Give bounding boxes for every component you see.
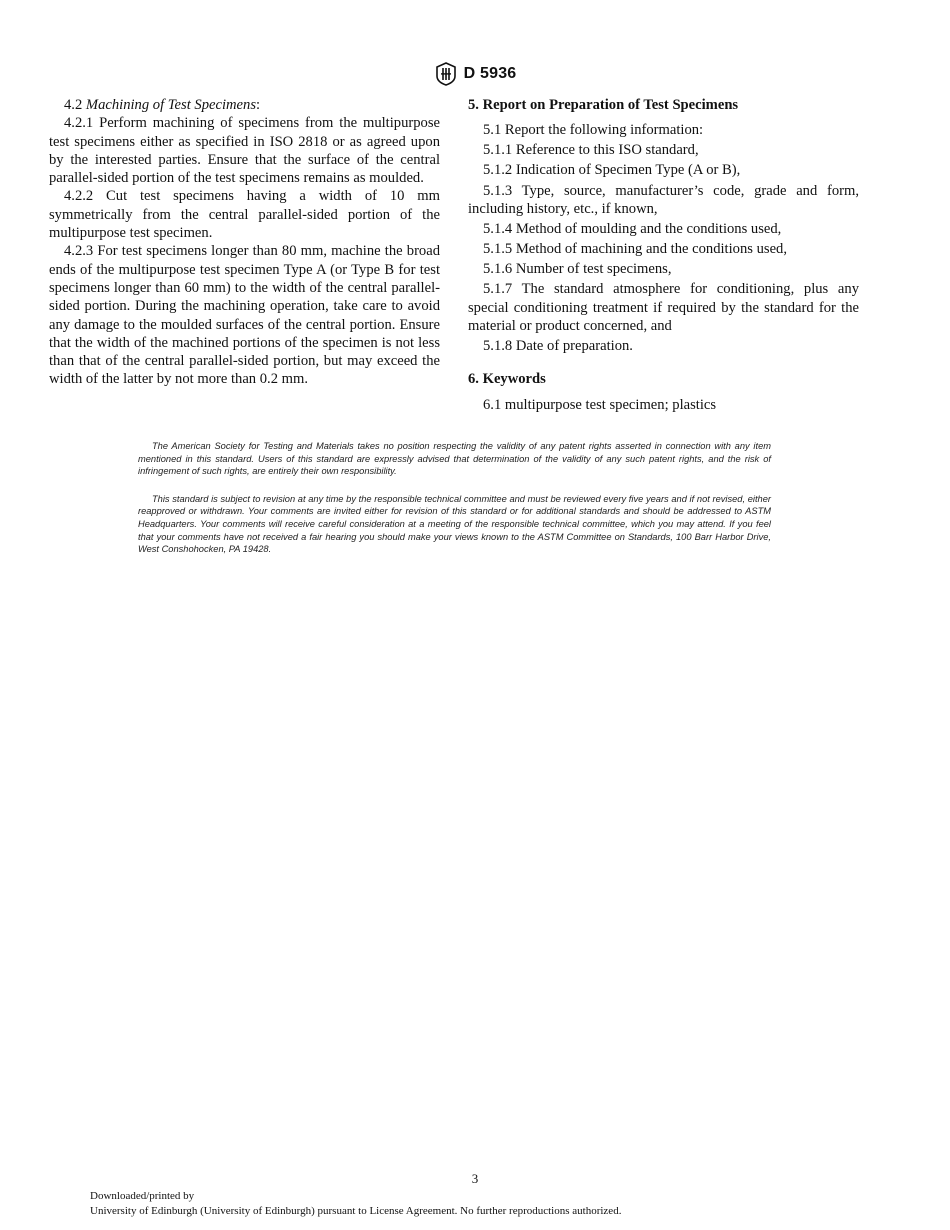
paragraph-4-2-1: 4.2.1 Perform machining of specimens from the multipurpose test specimens either as specified in ISO 2818 or as agreed upon by the interested parties. Ensure that the surface of the central parallel-sided portion of the test specimens remains as moulded. bbox=[49, 115, 440, 187]
left-column bbox=[49, 96, 440, 389]
page-header bbox=[0, 62, 950, 86]
patent-notice: The American Society for Testing and Materials takes no position respecting the validity of any patent rights asserted in connection with any item mentioned in this standard. Users of this standard are expressly advised that determination of the validity of any such patent rights, and the risk of infringement of such rights, are entirely their own responsibility. bbox=[138, 441, 771, 477]
list-item: 5.1.8 Date of preparation. bbox=[483, 337, 633, 354]
paragraph-4-2-2: 4.2.2 Cut test specimens having a width of 10 mm symmetrically from the central parallel-sided portion of the multipurpose test specimen. bbox=[49, 188, 440, 242]
list-item: 5.1.6 Number of test specimens, bbox=[483, 261, 672, 278]
right-column bbox=[468, 96, 859, 416]
footer-line: University of Edinburgh (University of Edinburgh) pursuant to License Agreement. No further reproductions authorized. bbox=[90, 1204, 622, 1217]
subsection-title: Machining of Test Specimens bbox=[85, 97, 257, 113]
paragraph-number: 4.2 bbox=[64, 97, 83, 113]
paragraph-4-2: 4.2 Machining of Test Specimens: bbox=[64, 97, 261, 113]
list-item: 5.1.1 Reference to this ISO standard, bbox=[483, 142, 699, 159]
standard-designation: D 5936 bbox=[463, 65, 517, 82]
revision-notice: This standard is subject to revision at any time by the responsible technical committee and must be reviewed every five years and if not revised, either reapproved or withdrawn. Your comments are invited either for revision of this standard or for additional standards and should be addressed to ASTM Headquarters. Your comments will receive careful consideration at a meeting of the responsible technical committee, which you may attend. If you feel that your comments have not received a fair hearing you should make your views known to the ASTM Committee on Standards, 100 Barr Harbor Drive, West Conshohocken, PA 19428. bbox=[138, 493, 771, 555]
download-footer bbox=[90, 1189, 621, 1218]
page-number: 3 bbox=[471, 1171, 479, 1186]
list-item: 5.1.5 Method of machining and the conditions used, bbox=[483, 241, 787, 258]
keywords-text: 6.1 multipurpose test specimen; plastics bbox=[483, 396, 717, 413]
list-item: 5.1.4 Method of moulding and the conditions used, bbox=[483, 220, 782, 237]
footer-line: Downloaded/printed by bbox=[90, 1190, 195, 1202]
legal-notes bbox=[138, 440, 771, 571]
paragraph-4-2-3: 4.2.3 For test specimens longer than 80 mm, machine the broad ends of the multipurpose test specimen Type A (or Type B for test specimens longer than 60 mm) to the width of the central parallel-sided portion. During the machining operation, take care to avoid any damage to the moulded surfaces of the central portion. Ensure that the width of the machined portions of the specimen is not less than that of the central parallel-sided portion, but may exceed the width of the latter by not more than 0.2 mm. bbox=[49, 243, 440, 388]
section-5-heading: 5. Report on Preparation of Test Specimens bbox=[468, 97, 739, 113]
list-item: 5.1.3 Type, source, manufacturer’s code, grade and form, including history, etc., if known, bbox=[468, 182, 859, 217]
list-item: 5.1.7 The standard atmosphere for conditioning, plus any special conditioning treatment if required by the standard for the material or product concerned, and bbox=[468, 281, 859, 334]
list-item: 5.1.2 Indication of Specimen Type (A or B), bbox=[483, 162, 741, 179]
astm-logo-icon bbox=[434, 62, 458, 86]
list-item: 5.1 Report the following information: bbox=[483, 122, 704, 139]
section-6-heading: 6. Keywords bbox=[468, 371, 546, 388]
